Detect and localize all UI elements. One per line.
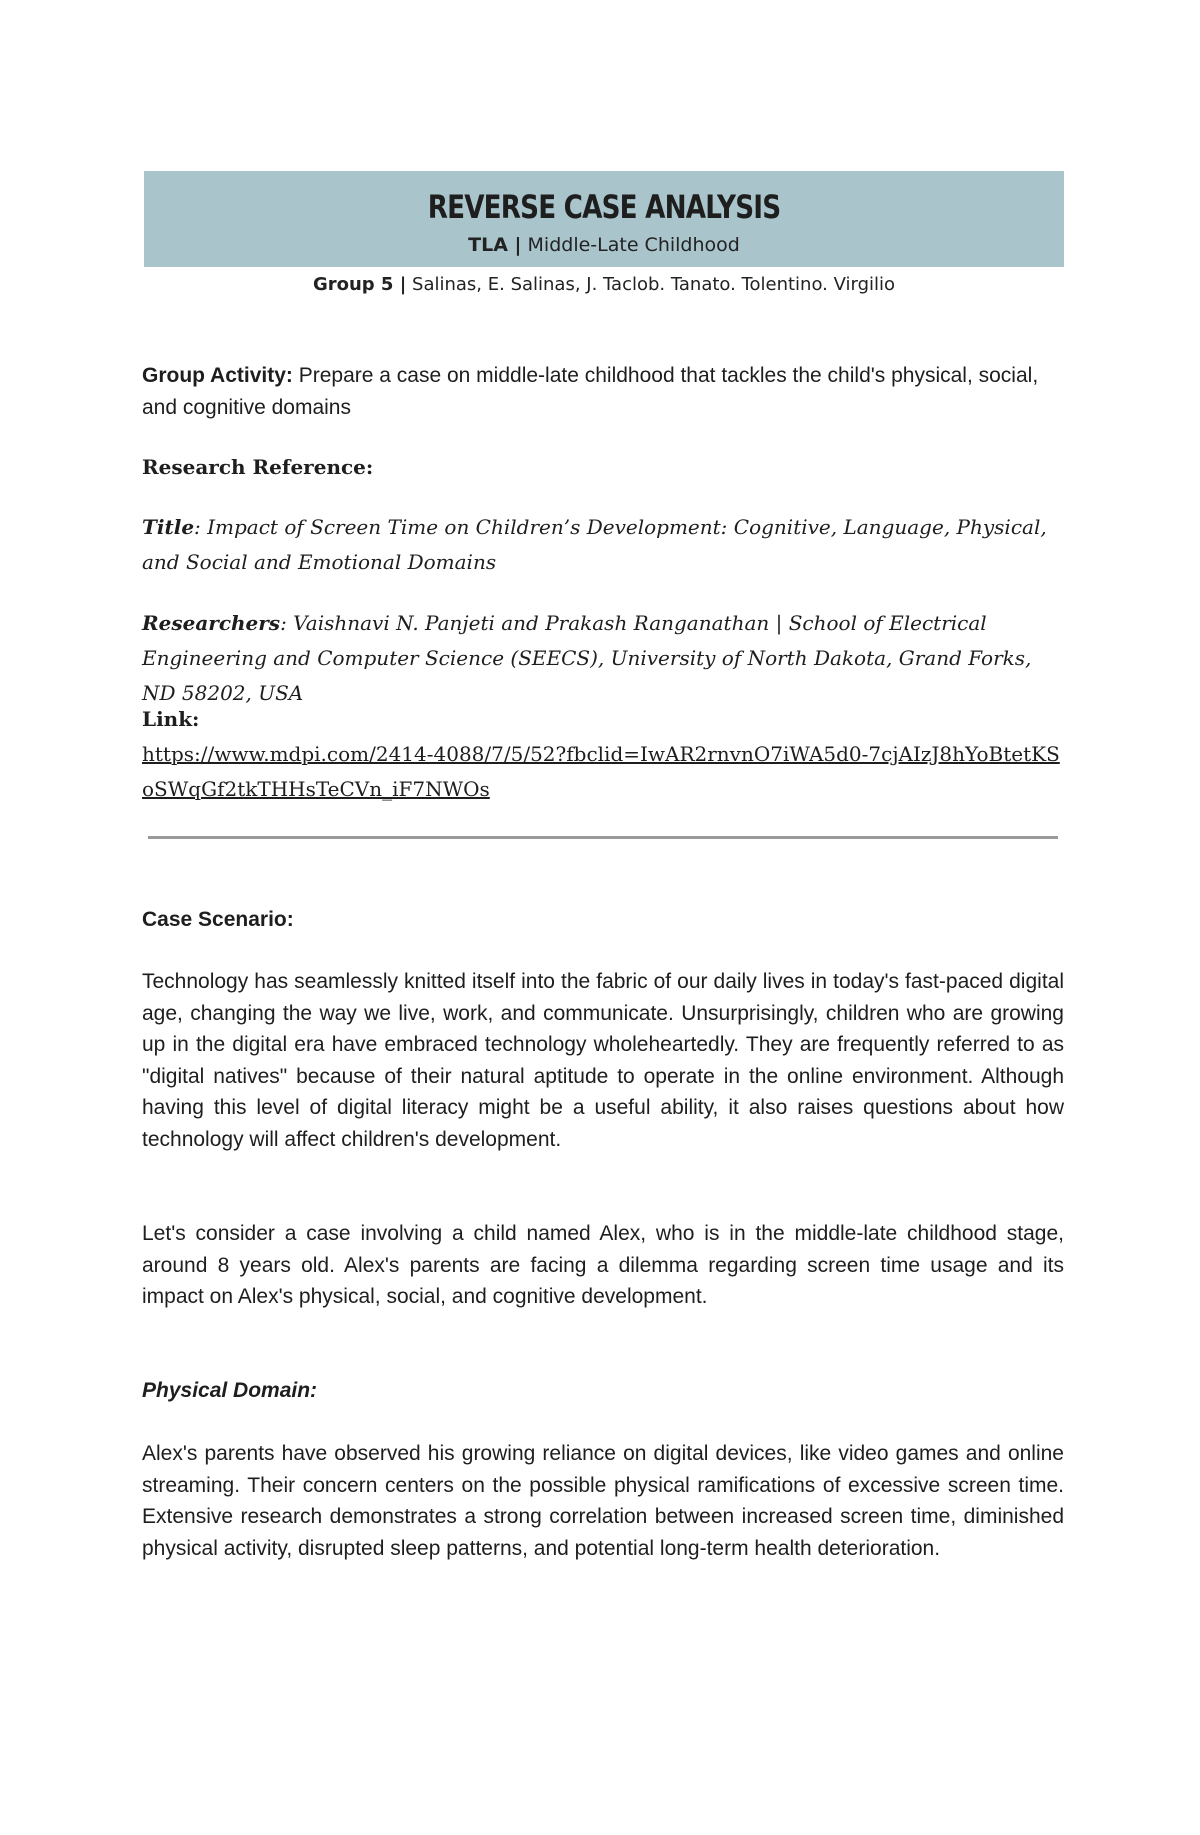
document-subtitle: [144, 233, 1064, 257]
reference-title: [142, 510, 1064, 580]
case-heading-text: Case Scenario:: [142, 908, 294, 931]
document-title: REVERSE CASE ANALYSIS: [427, 188, 781, 226]
case-paragraph-1: Technology has seamlessly knitted itself into the fabric of our daily lives in today's fast-paced digital age, changing the way we live, work, and communicate. Unsurprisingly, children who are growing up in the digital era have embraced technology wholeheartedly. They are frequently referred to as "digital natives" because of their natural aptitude to operate in the online environment. Although having this level of digital literacy might be a useful ability, it also raises questions about how technology will affect children's development.: [142, 970, 1064, 1151]
link-label: Link:: [142, 707, 200, 731]
physical-paragraph: Alex's parents have observed his growing reliance on digital devices, like video games and online streaming. Their concern centers on the possible physical ramifications of excessive screen time. Extensive research demonstrates a strong correlation between increased screen time, diminished physical activity, disrupted sleep patterns, and potential long-term health deterioration.: [142, 1442, 1064, 1560]
researchers-label: Researchers: [142, 611, 281, 635]
group-label: Group 5 |: [312, 274, 407, 295]
title-label: Title: [142, 515, 195, 539]
reference-researchers: [142, 606, 1064, 711]
activity-text: Prepare a case on middle-late childhood that tackles the child's physical, social, and cognitive domains: [142, 364, 1039, 419]
reference-link[interactable]: https://www.mdpi.com/2414-4088/7/5/52?fbclid=IwAR2rnvnO7iWA5d0-7cjAIzJ8hYoBtetKSoSWqGf2tkTHHsTeCVn_iF7NWOs: [142, 742, 1060, 801]
case-scenario-heading: [142, 904, 1064, 936]
researchers-text: : Vaishnavi N. Panjeti and Prakash Ranganathan | School of Electrical Engineering and Computer Science (SEECS), University of North Dakota, Grand Forks, ND 58202, USA: [142, 611, 1032, 705]
physical-heading-text: Physical Domain:: [142, 1379, 318, 1402]
physical-domain-heading: [142, 1375, 1064, 1407]
title-banner: [144, 171, 1064, 267]
reference-heading-text: Research Reference:: [142, 455, 374, 479]
group-activity: [142, 360, 1064, 423]
group-members: [144, 273, 1064, 297]
subtitle-label: TLA |: [468, 234, 522, 256]
case-paragraph-2: Let's consider a case involving a child named Alex, who is in the middle-late childhood stage, around 8 years old. Alex's parents are facing a dilemma regarding screen time usage and its impact on Alex's physical, social, and cognitive development.: [142, 1222, 1064, 1308]
section-divider: [148, 836, 1058, 839]
title-text: : Impact of Screen Time on Children’s Development: Cognitive, Language, Physical, and Social and Emotional Domains: [142, 515, 1047, 574]
subtitle-text: Middle-Late Childhood: [521, 234, 740, 256]
reference-link-block: [142, 702, 1064, 807]
research-reference-heading: [142, 450, 1064, 485]
activity-label: Group Activity:: [142, 364, 293, 387]
group-names: Salinas, E. Salinas, J. Taclob. Tanato. Tolentino. Virgilio: [406, 274, 896, 295]
